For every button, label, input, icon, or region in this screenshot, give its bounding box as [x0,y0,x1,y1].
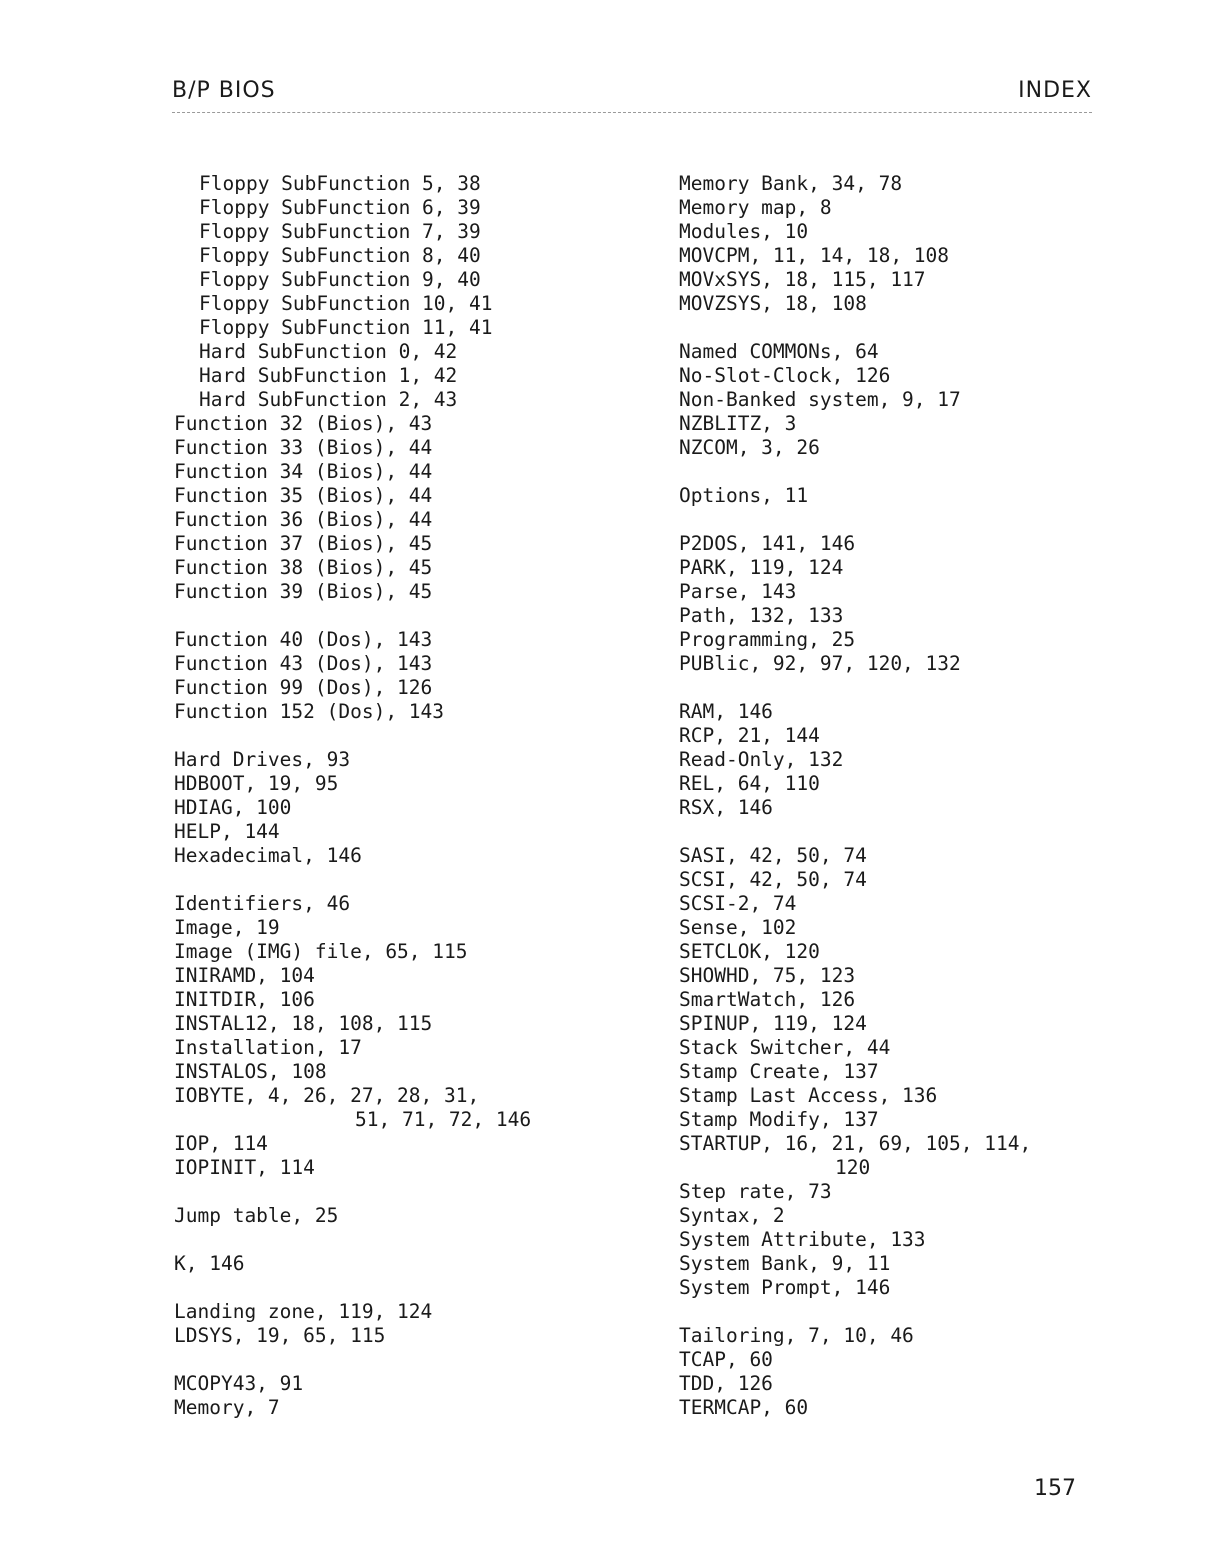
index-subentry: Hard SubFunction 1, 42 [199,364,458,387]
index-entry: Memory map, 8 [679,196,832,219]
index-entry: Memory, 7 [174,1396,280,1419]
header-right-title: INDEX [1018,78,1092,103]
index-entry: Non-Banked system, 9, 17 [679,388,961,411]
header-left-title: B/P BIOS [172,78,276,103]
index-subentry: Floppy SubFunction 5, 38 [199,172,481,195]
index-entry: Image (IMG) file, 65, 115 [174,940,468,963]
index-subentry: Floppy SubFunction 8, 40 [199,244,481,267]
index-entry: System Bank, 9, 11 [679,1252,891,1275]
header-divider [172,112,1092,113]
index-spacer [679,820,1109,844]
index-entry: Function 35 (Bios), 44 [174,484,433,507]
index-entry: MOVZSYS, 18, 108 [679,292,867,315]
index-spacer [679,460,1109,484]
index-entry: Identifiers, 46 [174,892,351,915]
index-entry: HELP, 144 [174,820,280,843]
index-spacer [679,508,1109,532]
index-entry: Landing zone, 119, 124 [174,1300,433,1323]
index-spacer [679,316,1109,340]
index-entry: TDD, 126 [679,1372,773,1395]
index-entry: Function 152 (Dos), 143 [174,700,445,723]
index-entry: SASI, 42, 50, 74 [679,844,867,867]
index-entry: Function 36 (Bios), 44 [174,508,433,531]
page-header [172,78,1092,103]
index-entry: STARTUP, 16, 21, 69, 105, 114, [679,1132,1032,1155]
index-subentry: Floppy SubFunction 10, 41 [199,292,493,315]
index-entry: INSTALOS, 108 [174,1060,327,1083]
index-spacer [174,604,644,628]
index-entry: PUBlic, 92, 97, 120, 132 [679,652,961,675]
index-entry: SmartWatch, 126 [679,988,856,1011]
index-entry: Installation, 17 [174,1036,362,1059]
index-subentry: Hard SubFunction 0, 42 [199,340,458,363]
index-entry: Function 39 (Bios), 45 [174,580,433,603]
index-entry: Hexadecimal, 146 [174,844,362,867]
index-entry: Tailoring, 7, 10, 46 [679,1324,914,1347]
index-entry: Named COMMONs, 64 [679,340,879,363]
index-entry: SPINUP, 119, 124 [679,1012,867,1035]
index-entry: Hard Drives, 93 [174,748,351,771]
index-subentry: Floppy SubFunction 9, 40 [199,268,481,291]
index-entry: REL, 64, 110 [679,772,820,795]
index-entry: SETCLOK, 120 [679,940,820,963]
index-entry: Syntax, 2 [679,1204,785,1227]
index-spacer [174,1348,644,1372]
index-subentry: Floppy SubFunction 7, 39 [199,220,481,243]
index-entry: Modules, 10 [679,220,809,243]
index-entry: TERMCAP, 60 [679,1396,809,1419]
index-entry-continuation: 51, 71, 72, 146 [355,1108,532,1131]
index-entry: Options, 11 [679,484,809,507]
index-entry: INITDIR, 106 [174,988,315,1011]
index-entry: Function 32 (Bios), 43 [174,412,433,435]
index-entry: Stamp Create, 137 [679,1060,879,1083]
index-entry: LDSYS, 19, 65, 115 [174,1324,386,1347]
index-column-right [679,172,1109,1420]
index-entry: Path, 132, 133 [679,604,844,627]
index-entry: RSX, 146 [679,796,773,819]
index-spacer [679,1300,1109,1324]
index-spacer [174,868,644,892]
index-entry: MCOPY43, 91 [174,1372,304,1395]
index-entry-continuation: 120 [835,1156,871,1179]
index-entry: Jump table, 25 [174,1204,339,1227]
index-entry: MOVCPM, 11, 14, 18, 108 [679,244,950,267]
index-entry: IOBYTE, 4, 26, 27, 28, 31, [174,1084,480,1107]
index-entry: Function 38 (Bios), 45 [174,556,433,579]
index-entry: Parse, 143 [679,580,797,603]
index-entry: IOP, 114 [174,1132,268,1155]
index-entry: Stamp Modify, 137 [679,1108,879,1131]
index-entry: NZBLITZ, 3 [679,412,797,435]
index-entry: System Prompt, 146 [679,1276,891,1299]
index-entry: RAM, 146 [679,700,773,723]
index-entry: RCP, 21, 144 [679,724,820,747]
index-spacer [174,1228,644,1252]
index-entry: HDBOOT, 19, 95 [174,772,339,795]
index-entry: P2DOS, 141, 146 [679,532,856,555]
index-entry: TCAP, 60 [679,1348,773,1371]
index-entry: Read-Only, 132 [679,748,844,771]
index-entry: SCSI, 42, 50, 74 [679,868,867,891]
index-subentry: Hard SubFunction 2, 43 [199,388,458,411]
index-entry: NZCOM, 3, 26 [679,436,820,459]
index-entry: Memory Bank, 34, 78 [679,172,903,195]
index-column-left [174,172,644,1420]
index-entry: K, 146 [174,1252,245,1275]
index-entry: Function 40 (Dos), 143 [174,628,433,651]
page-number: 157 [1034,1476,1076,1501]
index-spacer [679,676,1109,700]
index-entry: SHOWHD, 75, 123 [679,964,856,987]
index-subentry: Floppy SubFunction 6, 39 [199,196,481,219]
index-spacer [174,724,644,748]
index-entry: HDIAG, 100 [174,796,292,819]
index-entry: IOPINIT, 114 [174,1156,315,1179]
index-subentry: Floppy SubFunction 11, 41 [199,316,493,339]
index-entry: Function 99 (Dos), 126 [174,676,433,699]
index-entry: Stamp Last Access, 136 [679,1084,938,1107]
index-entry: Function 34 (Bios), 44 [174,460,433,483]
index-entry: Step rate, 73 [679,1180,832,1203]
index-entry: System Attribute, 133 [679,1228,926,1251]
index-entry: INSTAL12, 18, 108, 115 [174,1012,433,1035]
index-entry: Programming, 25 [679,628,856,651]
index-entry: SCSI-2, 74 [679,892,797,915]
index-entry: No-Slot-Clock, 126 [679,364,891,387]
index-entry: Sense, 102 [679,916,797,939]
index-entry: PARK, 119, 124 [679,556,844,579]
index-entry: MOVxSYS, 18, 115, 117 [679,268,926,291]
index-entry: Function 43 (Dos), 143 [174,652,433,675]
index-spacer [174,1276,644,1300]
index-entry: INIRAMD, 104 [174,964,315,987]
index-entry: Function 33 (Bios), 44 [174,436,433,459]
index-spacer [174,1180,644,1204]
index-entry: Image, 19 [174,916,280,939]
index-entry: Stack Switcher, 44 [679,1036,891,1059]
index-entry: Function 37 (Bios), 45 [174,532,433,555]
